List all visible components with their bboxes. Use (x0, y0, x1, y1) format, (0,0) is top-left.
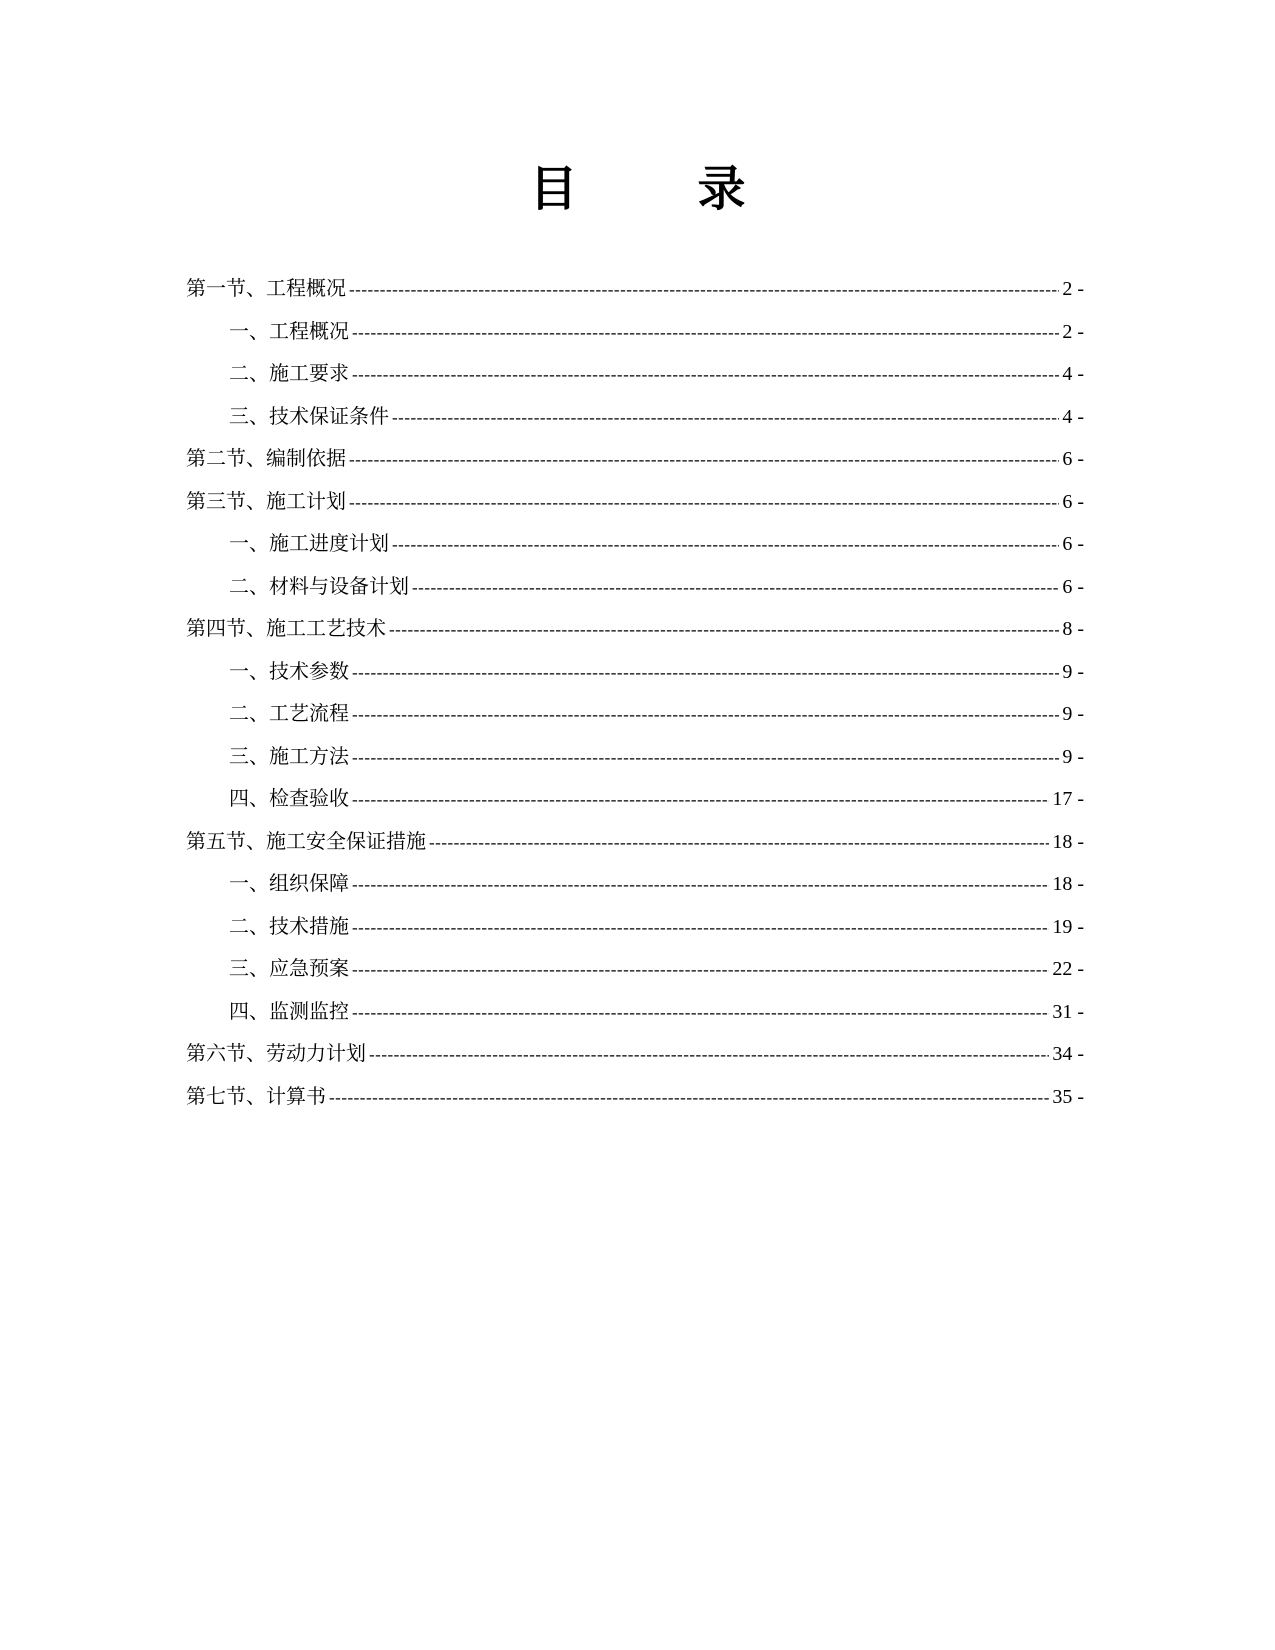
toc-entry-page-number: 6 - (1062, 448, 1084, 470)
toc-entry-label: 第六节、劳动力计划 (186, 1041, 366, 1065)
toc-entry-label: 四、监测监控 (229, 998, 349, 1023)
toc-entry[interactable] (186, 442, 1084, 485)
toc-entry[interactable] (186, 485, 1084, 528)
toc-entry[interactable] (186, 1080, 1084, 1123)
toc-entry-page-number: 18 - (1052, 830, 1084, 853)
toc-dot-leader (412, 578, 1059, 598)
toc-entry-label: 第一节、工程概况 (186, 276, 346, 300)
toc-dot-leader (352, 1003, 1049, 1023)
toc-entry-label: 三、施工方法 (229, 743, 349, 768)
toc-dot-leader (352, 875, 1049, 895)
toc-entry[interactable] (186, 740, 1084, 783)
toc-dot-leader (392, 408, 1059, 428)
toc-entry-label: 第五节、施工安全保证措施 (186, 828, 426, 853)
toc-entry-label: 一、技术参数 (229, 658, 349, 683)
toc-entry-label: 二、技术措施 (229, 913, 349, 938)
toc-entry-page-number: 19 - (1052, 915, 1084, 938)
toc-entry-label: 第四节、施工工艺技术 (186, 616, 386, 640)
toc-dot-leader (392, 535, 1059, 555)
toc-entry[interactable] (186, 952, 1084, 995)
toc-entry-page-number: 9 - (1062, 660, 1084, 683)
toc-entry[interactable] (186, 612, 1084, 655)
toc-dot-leader (349, 450, 1059, 470)
toc-dot-leader (349, 493, 1059, 513)
toc-entry[interactable] (186, 782, 1084, 825)
toc-entry-page-number: 9 - (1062, 703, 1084, 725)
toc-entry[interactable] (186, 910, 1084, 953)
table-of-contents (186, 272, 1084, 1122)
toc-dot-leader (352, 748, 1059, 768)
toc-entry-label: 二、材料与设备计划 (229, 573, 409, 598)
toc-entry-page-number: 2 - (1062, 278, 1084, 300)
toc-entry-page-number: 2 - (1062, 320, 1084, 343)
toc-entry-label: 第二节、编制依据 (186, 446, 346, 470)
toc-entry[interactable] (186, 315, 1084, 358)
toc-dot-leader (352, 790, 1049, 810)
toc-entry[interactable] (186, 400, 1084, 443)
toc-entry-page-number: 6 - (1062, 575, 1084, 598)
title-char-1: 目 (529, 161, 698, 217)
toc-entry[interactable] (186, 995, 1084, 1038)
toc-dot-leader (352, 705, 1059, 725)
toc-entry[interactable] (186, 272, 1084, 315)
toc-entry-page-number: 9 - (1062, 745, 1084, 768)
toc-entry[interactable] (186, 697, 1084, 740)
toc-dot-leader (329, 1088, 1049, 1108)
toc-entry-page-number: 4 - (1062, 405, 1084, 428)
toc-entry-page-number: 22 - (1052, 958, 1084, 980)
toc-entry-label: 一、施工进度计划 (229, 531, 389, 555)
toc-dot-leader (352, 365, 1059, 385)
toc-entry-label: 二、工艺流程 (229, 701, 349, 725)
toc-entry-label: 三、技术保证条件 (229, 403, 389, 428)
toc-entry-label: 三、应急预案 (229, 956, 349, 980)
toc-entry[interactable] (186, 825, 1084, 868)
toc-entry-page-number: 6 - (1062, 533, 1084, 555)
toc-entry-label: 二、施工要求 (229, 361, 349, 385)
toc-entry-label: 一、组织保障 (229, 871, 349, 895)
toc-entry[interactable] (186, 655, 1084, 698)
toc-dot-leader (352, 918, 1049, 938)
toc-entry[interactable] (186, 1037, 1084, 1080)
toc-entry-label: 第七节、计算书 (186, 1083, 326, 1108)
toc-entry-page-number: 18 - (1052, 873, 1084, 895)
toc-dot-leader (352, 663, 1059, 683)
toc-dot-leader (352, 323, 1059, 343)
toc-entry-label: 四、检查验收 (229, 786, 349, 810)
toc-dot-leader (389, 620, 1059, 640)
toc-entry-page-number: 8 - (1062, 618, 1084, 640)
toc-entry-page-number: 17 - (1052, 788, 1084, 810)
page-title (0, 150, 1275, 219)
toc-entry-page-number: 4 - (1062, 363, 1084, 385)
toc-dot-leader (349, 280, 1059, 300)
toc-dot-leader (352, 960, 1049, 980)
toc-dot-leader (369, 1045, 1049, 1065)
toc-entry-label: 第三节、施工计划 (186, 488, 346, 513)
toc-entry[interactable] (186, 570, 1084, 613)
toc-entry-page-number: 6 - (1062, 490, 1084, 513)
toc-entry[interactable] (186, 867, 1084, 910)
toc-entry[interactable] (186, 357, 1084, 400)
toc-entry-page-number: 34 - (1052, 1043, 1084, 1065)
toc-entry[interactable] (186, 527, 1084, 570)
toc-entry-page-number: 31 - (1052, 1000, 1084, 1023)
toc-entry-page-number: 35 - (1052, 1085, 1084, 1108)
toc-dot-leader (429, 833, 1049, 853)
title-char-2: 录 (697, 161, 866, 217)
toc-entry-label: 一、工程概况 (229, 318, 349, 343)
